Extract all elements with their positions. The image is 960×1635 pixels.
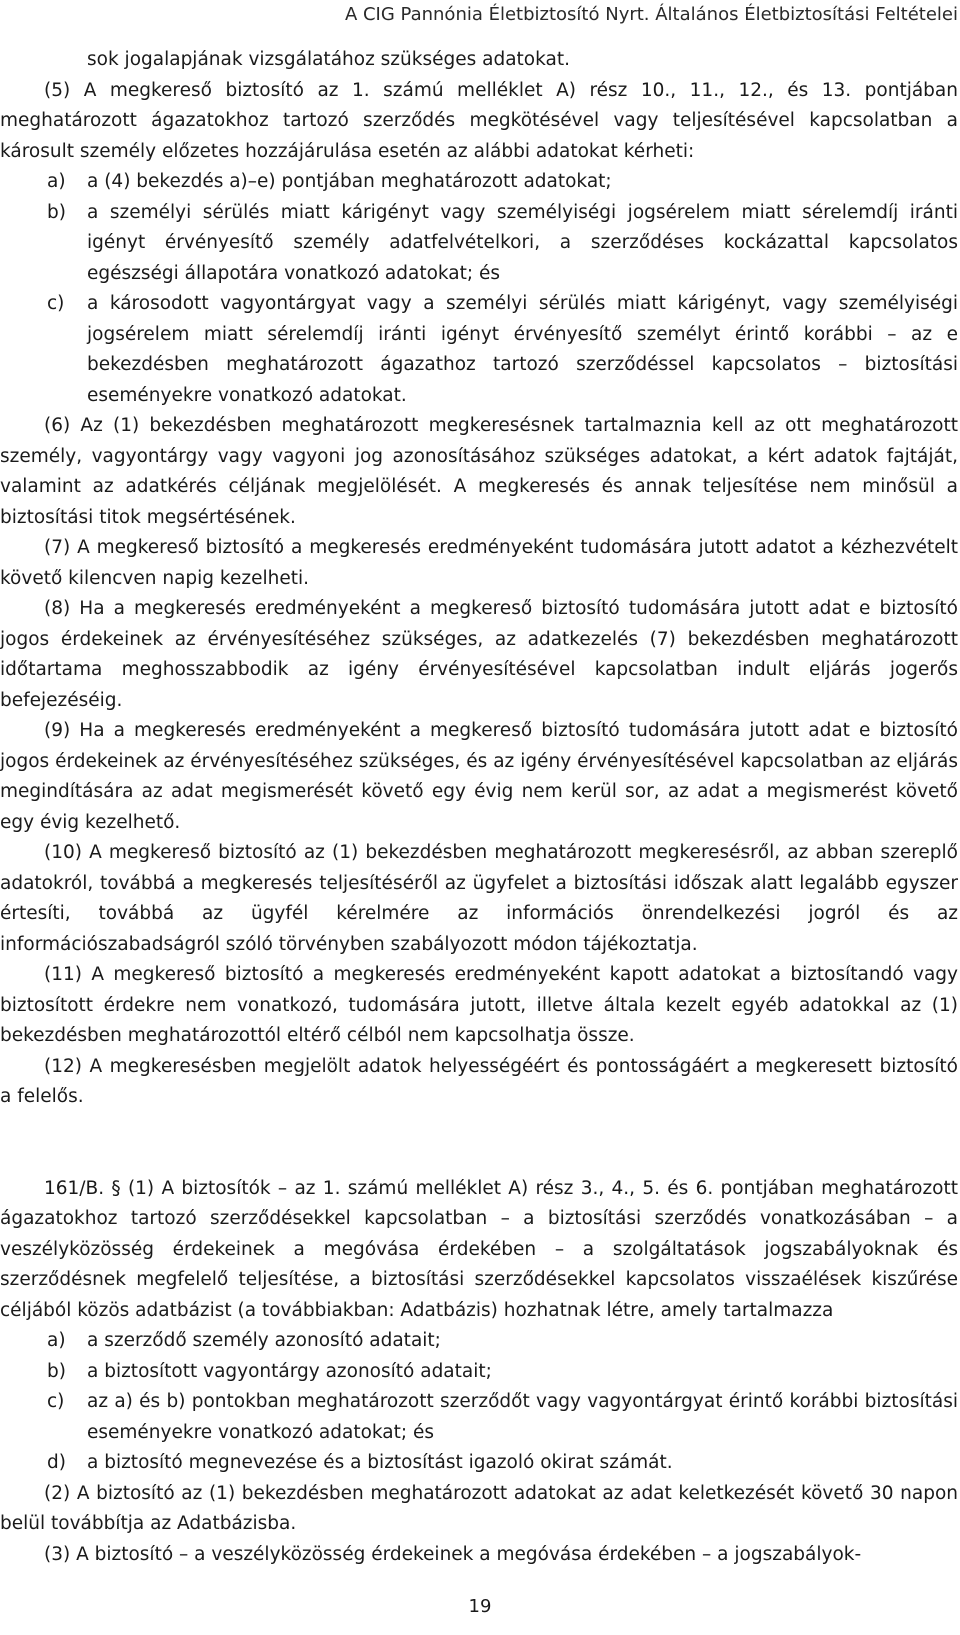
section-gap [0, 1113, 958, 1174]
list-item-161d [0, 1448, 958, 1479]
paragraph-10: (10) A megkereső biztosító az (1) bekezdésben meghatározott megkeresésről, az abban szereplő adatokról, továbbá a megkeresés teljesítéséről az ügyfelet a biztosítási időszak alatt legalább egyszer értesíti, továbbá az ügyfél kérelmére az információs önrendelkezési jogról és az információszabadságról szóló törvényben szabályozott módon tájékoztatja. [0, 842, 958, 955]
paragraph-12: (12) A megkeresésben megjelölt adatok helyességéért és pontosságáért a megkeresett biztosító a felelős. [0, 1055, 958, 1107]
list-item-5b [0, 198, 958, 290]
list-text: az a) és b) pontokban meghatározott szerződőt vagy vagyontárgyat érintő korábbi biztosítási eseményekre vonatkozó adatokat; és [87, 1391, 958, 1443]
list-text: a szerződő személy azonosító adatait; [87, 1330, 441, 1351]
paragraph-5: (5) A megkereső biztosító az 1. számú melléklet A) rész 10., 11., 12., és 13. pontjában meghatározott ágazatokhoz tartozó szerződés megkötésével vagy teljesítésével kapcsolatban a károsult személy előzetes hozzájárulása esetén az alábbi adatokat kérheti: [0, 79, 958, 162]
paragraph-8: (8) Ha a megkeresés eredményeként a megkereső biztosító tudomására jutott adat e biztosító jogos érdekeinek az érvényesítéséhez szükséges, az adatkezelés (7) bekezdésben meghatározott időtartama meghosszabbodik az igény érvényesítésével kapcsolatban indult eljárás jogerős befejezéséig. [0, 598, 958, 711]
list-label: c) [47, 1391, 65, 1412]
section-161b-3: (3) A biztosító – a veszélyközösség érdekeinek a megóvása érdekében – a jogszabályok- [44, 1543, 862, 1565]
section-161b-1: 161/B. § (1) A biztosítók – az 1. számú melléklet A) rész 3., 4., 5. és 6. pontjában meghatározott ágazatokhoz tartozó szerződésekkel kapcsolatban – a biztosítási szerződés vonatkozásában – a veszélyközösség érdekeinek a megóvása érdekében – a szolgáltatások jogszabályoknak és szerződésnek megfelelő teljesítése, a biztosítási szerződésekkel kapcsolatos visszaélések kiszűrése céljából közös adatbázist (a továbbiakban: Adatbázis) hozhatnak létre, amely tartalmazza [0, 1177, 958, 1321]
list-item-161b [0, 1357, 958, 1388]
running-header: A CIG Pannónia Életbiztosító Nyrt. Általános Életbiztosítási Feltételei [344, 4, 958, 25]
paragraph-11: (11) A megkereső biztosító a megkeresés eredményeként kapott adatokat a biztosítandó vagy biztosított érdekre nem vonatkozó, tudomására jutott, illetve általa kezelt egyéb adatokkal az (1) bekezdésben meghatározottól eltérő célból nem kapcsolhatja össze. [0, 964, 958, 1046]
paragraph-6: (6) Az (1) bekezdésben meghatározott megkeresésnek tartalmaznia kell az ott meghatározott személy, vagyontárgy vagy vagyoni jog azonosításához szükséges adatokat, a kért adatok fajtáját, valamint az adatkérés céljának megjelölését. A megkeresés és annak teljesítése nem minősül a biztosítási titok megsértésének. [0, 415, 958, 528]
list-label: a) [47, 171, 66, 192]
list-label: a) [47, 1330, 66, 1351]
list-item-5a [0, 167, 958, 198]
list-text: a károsodott vagyontárgyat vagy a személyi sérülés miatt kárigényt, vagy személyiségi jogsérelem miatt sérelemdíj iránti igényt érvényesítő személyt érintő korábbi – az e bekezdésben meghatározott ágazathoz tartozó szerződéssel kapcsolatos – biztosítási eseményekre vonatkozó adatokat. [87, 293, 958, 406]
paragraph-9: (9) Ha a megkeresés eredményeként a megkereső biztosító tudomására jutott adat e biztosító jogos érdekeinek az érvényesítéséhez szükséges, és az igény érvényesítésével kapcsolatban az eljárás megindítására az adat megismerését követő egy évig nem kerül sor, az adat a megismerést követő egy évig kezelhető. [0, 720, 958, 833]
paragraph-7: (7) A megkereső biztosító a megkeresés eredményeként tudomására jutott adatot a kézhezvételt követő kilencven napig kezelheti. [0, 537, 958, 589]
list-text: a biztosított vagyontárgy azonosító adatait; [87, 1360, 492, 1382]
list-label: c) [47, 293, 65, 314]
section-161b-2: (2) A biztosító az (1) bekezdésben meghatározott adatokat az adat keletkezését követő 30 napon belül továbbítja az Adatbázisba. [0, 1482, 958, 1534]
list-item-5c [0, 289, 958, 411]
list-item-161a [0, 1326, 958, 1357]
list-label: b) [47, 1360, 66, 1382]
list-label: b) [47, 201, 66, 223]
list-text: a biztosító megnevezése és a biztosítást igazoló okirat számát. [87, 1452, 673, 1473]
paragraph-continuation: sok jogalapjának vizsgálatához szükséges adatokat. [87, 49, 570, 70]
list-label: d) [47, 1452, 66, 1473]
document-body [0, 45, 958, 1570]
list-text: a személyi sérülés miatt kárigényt vagy személyiségi jogsérelem miatt sérelemdíj iránti igényt érvényesítő személy adatfelvételkori, a szerződéses kockázattal kapcsolatos egészségi állapotára vonatkozó adatokat; és [87, 201, 958, 284]
list-text: a (4) bekezdés a)–e) pontjában meghatározott adatokat; [87, 171, 612, 192]
list-item-161c [0, 1387, 958, 1448]
page-number: 19 [468, 1596, 492, 1617]
